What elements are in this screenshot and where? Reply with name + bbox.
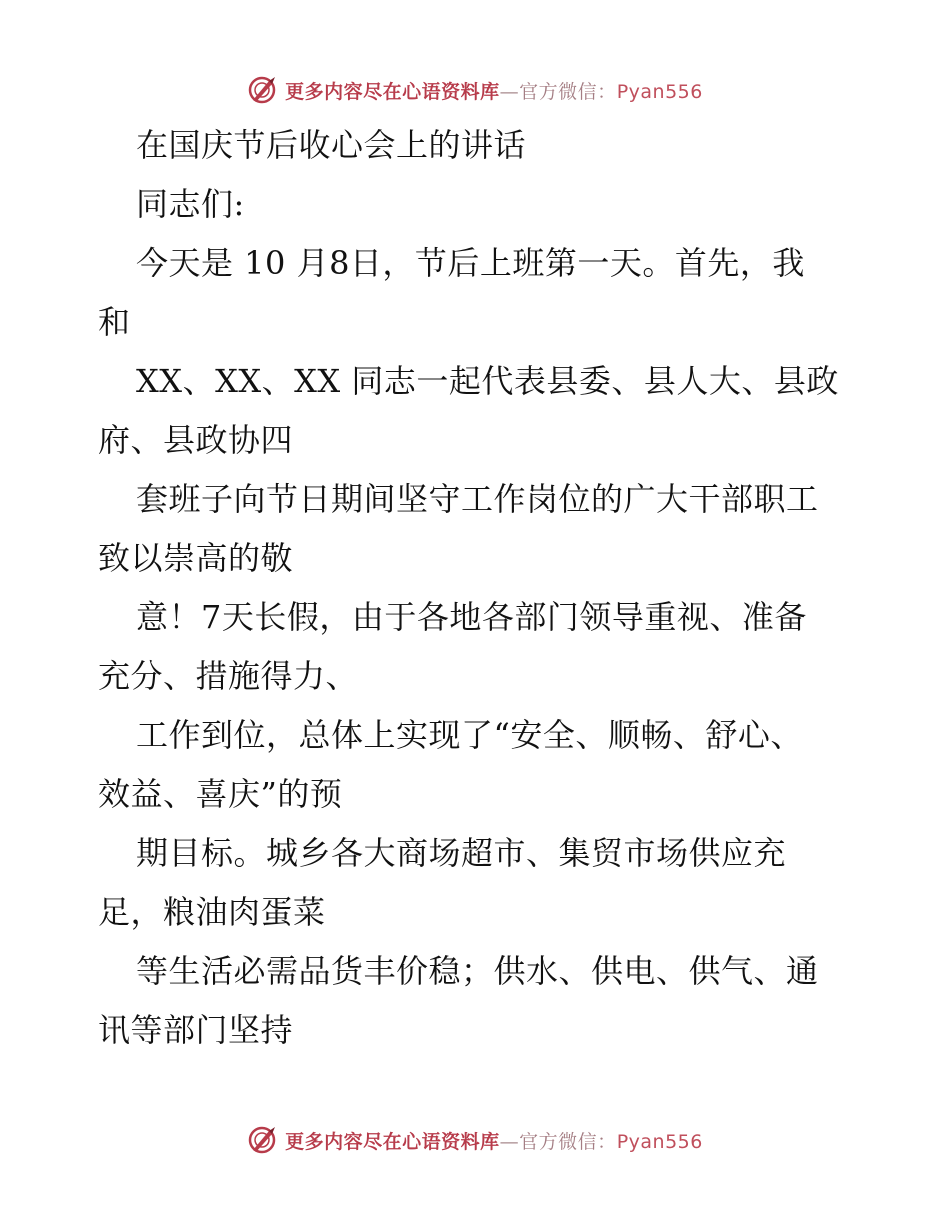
watermark-brand: 更多内容尽在心语资料库 xyxy=(285,80,500,103)
watermark-separator: — xyxy=(499,1130,520,1153)
text-line: 和 xyxy=(98,303,131,341)
watermark-text xyxy=(285,77,703,104)
quill-logo-icon xyxy=(247,75,277,105)
document-title: 在国庆节后收心会上的讲话 xyxy=(136,126,527,164)
watermark-header xyxy=(0,70,950,110)
watermark-label: 官方微信： xyxy=(519,80,617,103)
text-line: 同志们: xyxy=(136,185,245,223)
watermark-label: 官方微信： xyxy=(519,1130,617,1153)
quill-logo-icon xyxy=(247,1125,277,1155)
text-line: 讯等部门坚持 xyxy=(98,1011,294,1049)
text-line: 致以崇高的敬 xyxy=(98,539,294,577)
text-line: 充分、措施得力、 xyxy=(98,657,359,695)
text-line: 足，粮油肉蛋菜 xyxy=(98,893,326,931)
text-line: 今天是 10 月8日，节后上班第一天。首先，我 xyxy=(136,244,805,282)
text-line: 府、县政协四 xyxy=(98,421,294,459)
watermark-id: Pyan556 xyxy=(616,80,703,103)
watermark-brand: 更多内容尽在心语资料库 xyxy=(285,1130,500,1153)
document-body xyxy=(98,116,858,1060)
text-line: XX、XX、XX 同志一起代表县委、县人大、县政 xyxy=(136,362,839,400)
watermark-footer xyxy=(0,1120,950,1160)
watermark-separator: — xyxy=(499,80,520,103)
text-line: 等生活必需品货丰价稳；供水、供电、供气、通 xyxy=(136,952,819,990)
watermark-text xyxy=(285,1127,703,1154)
watermark-id: Pyan556 xyxy=(616,1130,703,1153)
text-line: 效益、喜庆”的预 xyxy=(98,775,343,813)
text-line: 工作到位，总体上实现了“安全、顺畅、舒心、 xyxy=(136,716,803,754)
text-line: 套班子向节日期间坚守工作岗位的广大干部职工 xyxy=(136,480,819,518)
text-line: 期目标。城乡各大商场超市、集贸市场供应充 xyxy=(136,834,787,872)
text-line: 意！7天长假，由于各地各部门领导重视、准备 xyxy=(136,598,807,636)
